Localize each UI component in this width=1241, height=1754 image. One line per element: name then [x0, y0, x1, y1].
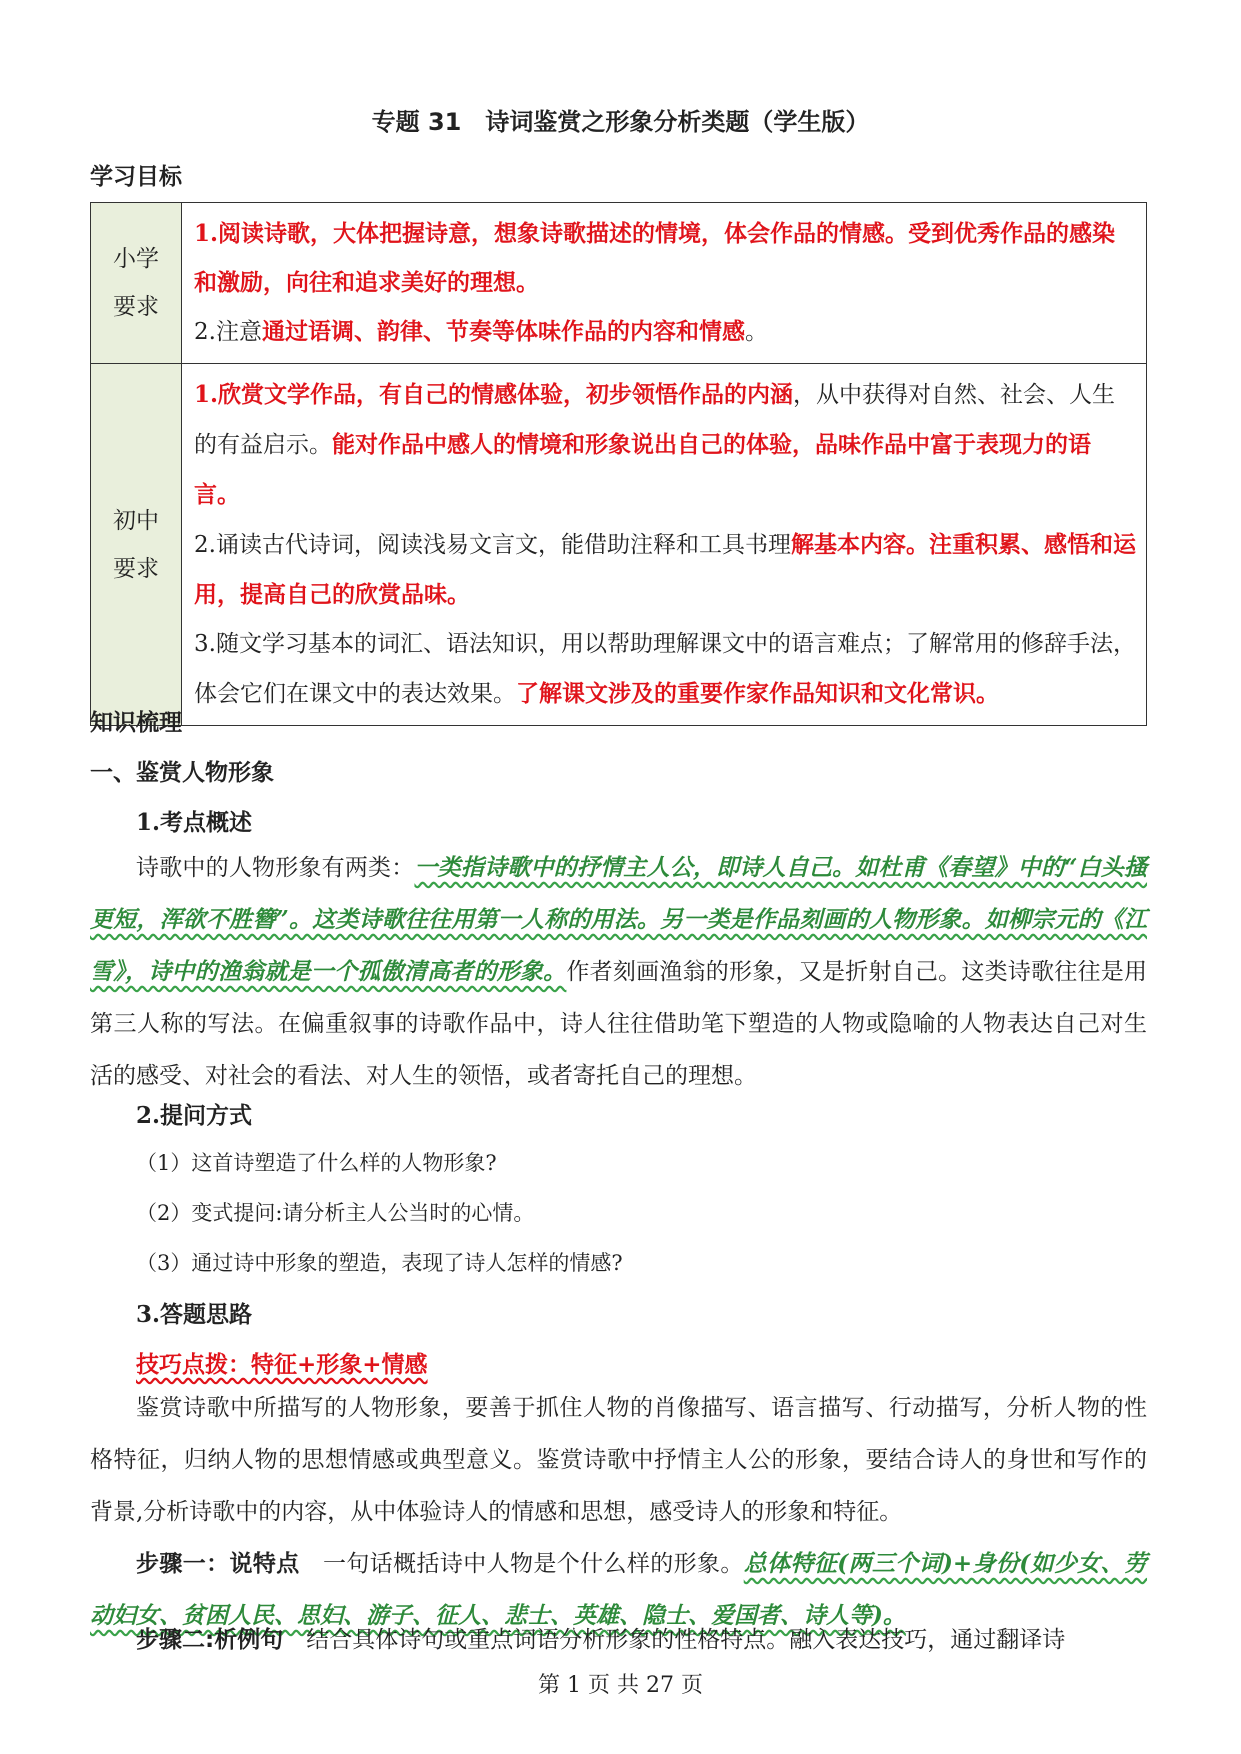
page-title: 专题 31 诗词鉴赏之形象分析类题（学生版） — [371, 108, 870, 136]
goal-item — [194, 520, 1136, 620]
subsection-title: 2.提问方式 — [136, 1102, 253, 1129]
page-footer: 第 1 页 共 27 页 — [538, 1673, 703, 1698]
goal-text: 2.诵读古代诗词，阅读浅易文言文，能借助注释和工具书理 — [194, 532, 791, 558]
paragraph-overview — [90, 842, 1147, 1102]
goal-text-red: 能对作品中感人的情境和形象说出自己的体验，品味作品中富于表现力的语言。 — [194, 431, 1091, 508]
goal-text-red: 通过语调、韵律、节奏等体味作品的内容和情感 — [261, 318, 745, 345]
paragraph-text: 诗歌中的人物形象有两类： — [136, 855, 415, 881]
row-label-middle — [91, 364, 182, 726]
question-item: （2）变式提问:请分析主人公当时的心情。 — [136, 1201, 535, 1225]
goal-text: ，从中获得对自然、社会、人生的有益启示。 — [194, 382, 1116, 458]
row-label-line: 小学 — [113, 246, 159, 272]
section-heading-goals: 学习目标 — [90, 164, 182, 190]
goals-table — [90, 202, 1147, 726]
step-text: 一句话概括诗中人物是个什么样的形象。 — [299, 1551, 744, 1577]
subsection-title: 1.考点概述 — [136, 809, 253, 836]
table-row-primary — [91, 203, 1147, 364]
row-label-line: 要求 — [113, 555, 159, 582]
goal-text: 3.随文学习基本的词汇、语法知识，用以帮助理解课文中的语言难点；了解常用的修辞手法，体会它们在课文中的表达效果。 — [194, 631, 1136, 707]
section-heading-knowledge: 知识梳理 — [90, 710, 182, 736]
row-label-primary — [91, 203, 182, 364]
goal-text-red: 1.欣赏文学作品，有自己的情感体验，初步领悟作品的内涵 — [194, 381, 794, 408]
goal-item: 1.阅读诗歌，大体把握诗意，想象诗歌描述的情境，体会作品的情感。受到优秀作品的感染和激励，向往和追求美好的理想。 — [194, 220, 1116, 296]
part-heading: 一、鉴赏人物形象 — [90, 760, 274, 786]
step-two — [90, 1614, 1147, 1666]
goal-item — [194, 370, 1136, 520]
goal-item — [194, 307, 1136, 357]
goal-text: 2.注意 — [194, 319, 262, 345]
tip-heading: 技巧点拨：特征+形象+情感 — [136, 1351, 428, 1378]
subsection-title: 3.答题思路 — [136, 1301, 253, 1328]
paragraph-text: 作者刻画渔翁的形象，又是折射自己。这类诗歌往往是用第三人称的写法。在偏重叙事的诗歌作品中，诗人往往借助笔下塑造的人物或隐喻的人物表达自己对生活的感受、对社会的看法、对人生的领悟，或者寄托自己的理想。 — [90, 959, 1148, 1089]
highlight-text: 一类指诗歌中的抒情主人公，即诗人自己。如杜甫《春望》中的“白头搔更短，浑欲不胜簪”。这类诗歌往往用第一人称的用法。另一类是作品刻画的人物形象。如柳宗元的《江雪》，诗中的渔翁就是一个孤傲清高者的形象。 — [90, 854, 1148, 985]
table-row-middle — [91, 364, 1147, 726]
paragraph-method: 鉴赏诗歌中所描写的人物形象，要善于抓住人物的肖像描写、语言描写、行动描写，分析人物的性格特征，归纳人物的思想情感或典型意义。鉴赏诗歌中抒情主人公的形象，要结合诗人的身世和写作的背景,分析诗歌中的内容，从中体验诗人的情感和思想，感受诗人的形象和特征。 — [90, 1395, 1147, 1525]
goal-text: 。 — [744, 319, 768, 345]
row-label-line: 要求 — [113, 294, 159, 320]
step-text: 结合具体诗句或重点词语分析形象的性格特点。融入表达技巧，通过翻译诗 — [283, 1627, 1066, 1653]
goal-item — [194, 620, 1136, 719]
row-label-line: 初中 — [113, 507, 159, 534]
step-label: 步骤一：说特点 — [136, 1551, 300, 1577]
goal-text-red: 了解课文涉及的重要作家作品知识和文化常识。 — [516, 680, 999, 707]
highlight-text: 总体特征(两三个词)+身份(如少女、劳动妇女、贫困人民、思妇、游子、征人、悲士、英雄、隐士、爱国者、诗人等)。 — [90, 1550, 1148, 1629]
goal-text-red: 解基本内容。注重积累、感悟和运用，提高自己的欣赏品味。 — [194, 531, 1136, 608]
row-content-primary — [182, 203, 1147, 364]
question-item: （1）这首诗塑造了什么样的人物形象? — [136, 1151, 497, 1175]
row-content-middle — [182, 364, 1147, 726]
question-item: （3）通过诗中形象的塑造，表现了诗人怎样的情感? — [136, 1251, 623, 1275]
step-label: 步骤二:析例句 — [136, 1627, 284, 1653]
